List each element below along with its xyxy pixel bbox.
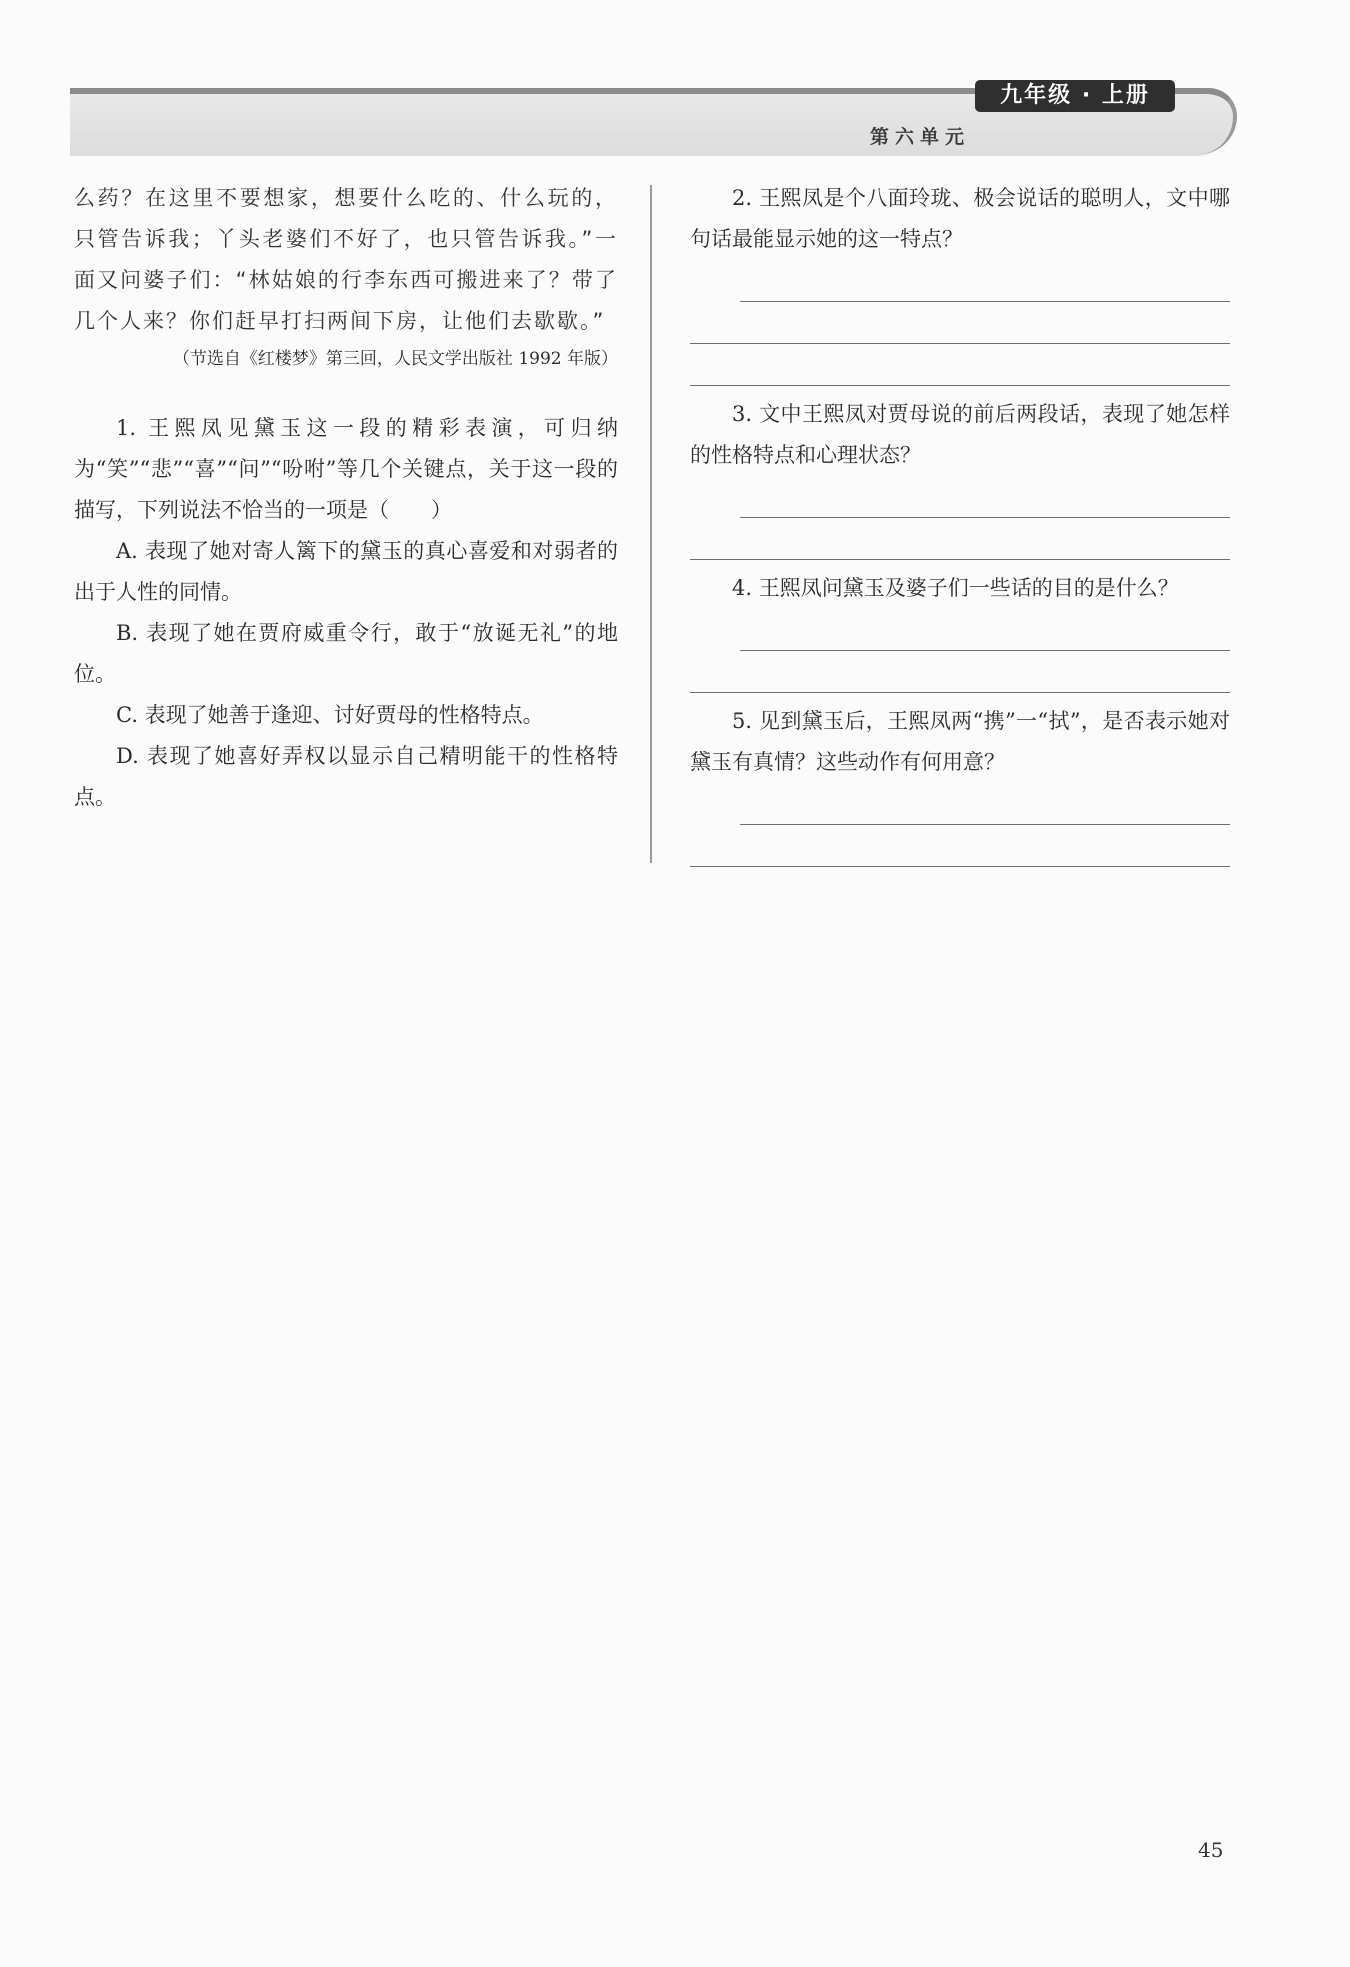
question-2 <box>690 178 1230 386</box>
answer-line[interactable] <box>740 783 1230 825</box>
answer-line[interactable] <box>740 609 1230 651</box>
question-4 <box>690 568 1230 693</box>
excerpt-source: （节选自《红楼梦》第三回，人民文学出版社 1992 年版） <box>172 349 618 369</box>
answer-line[interactable] <box>740 476 1230 518</box>
question-4-text: 4. 王熙凤问黛玉及婆子们一些话的目的是什么？ <box>732 576 1179 600</box>
unit-title: 第六单元 <box>869 126 970 148</box>
answer-line[interactable] <box>690 344 1230 386</box>
column-divider <box>650 185 652 863</box>
question-1-option-c: C. 表现了她善于逢迎、讨好贾母的性格特点。 <box>116 703 544 727</box>
answer-line[interactable] <box>690 302 1230 344</box>
answer-line[interactable] <box>690 825 1230 867</box>
grade-tag: 九年级 · 上册 <box>975 80 1175 112</box>
question-2-text: 2. 王熙凤是个八面玲珑、极会说话的聪明人，文中哪句话最能显示她的这一特点？ <box>690 186 1230 251</box>
question-1-option-b: B. 表现了她在贾府威重令行，敢于“放诞无礼”的地位。 <box>74 621 618 686</box>
question-1-stem: 1. 王熙凤见黛玉这一段的精彩表演，可归纳为“笑”“悲”“喜”“问”“吩咐”等几个关键点，关于这一段的描写，下列说法不恰当的一项是（ ） <box>74 416 618 522</box>
question-1-option-a: A. 表现了她对寄人篱下的黛玉的真心喜爱和对弱者的出于人性的同情。 <box>74 539 618 604</box>
answer-line[interactable] <box>740 260 1230 302</box>
question-1-option-d: D. 表现了她喜好弄权以显示自己精明能干的性格特点。 <box>74 744 618 809</box>
page-number: 45 <box>1198 1838 1224 1862</box>
excerpt-text: 么药？在这里不要想家，想要什么吃的、什么玩的，只管告诉我；丫头老婆们不好了，也只管告诉我。”一面又问婆子们：“林姑娘的行李东西可搬进来了？带了几个人来？你们赶早打扫两间下房，让他们去歇歇。” <box>74 186 618 333</box>
right-column <box>690 178 1230 875</box>
left-column <box>74 178 618 818</box>
answer-line[interactable] <box>690 518 1230 560</box>
question-5-text: 5. 见到黛玉后，王熙凤两“携”一“拭”，是否表示她对黛玉有真情？这些动作有何用意？ <box>690 709 1230 774</box>
question-3-text: 3. 文中王熙凤对贾母说的前后两段话，表现了她怎样的性格特点和心理状态？ <box>690 402 1230 467</box>
question-5 <box>690 701 1230 867</box>
question-3 <box>690 394 1230 560</box>
answer-line[interactable] <box>690 651 1230 693</box>
